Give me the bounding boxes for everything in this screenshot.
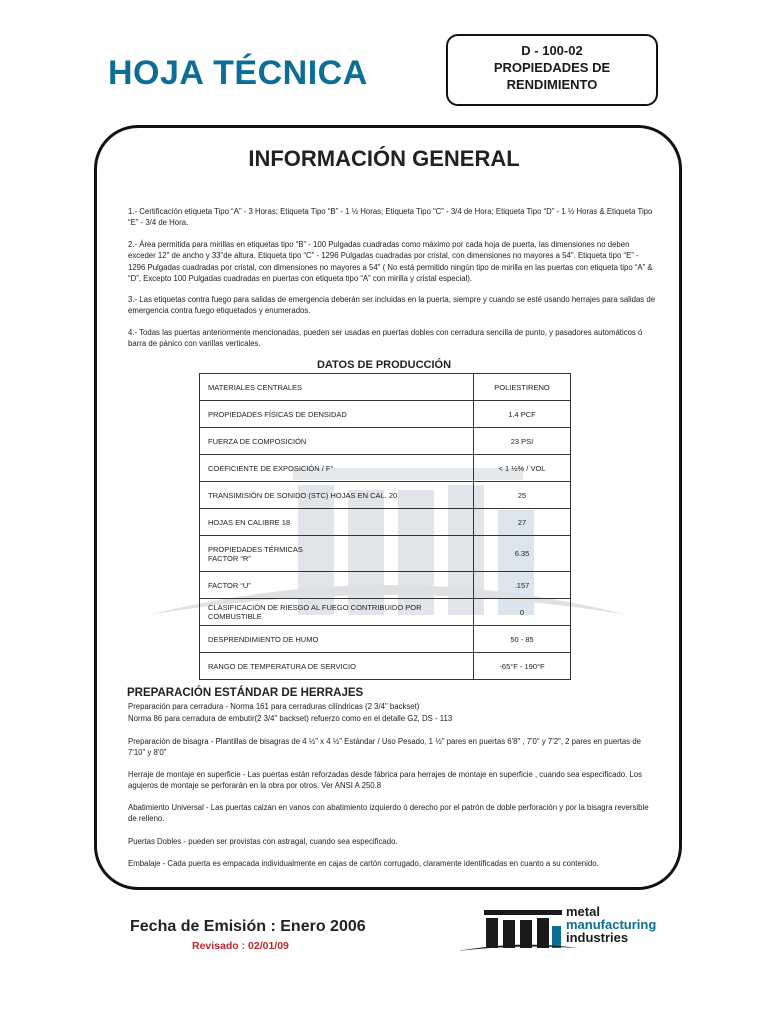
hardware-packing: Embalaje - Cada puerta es empacada individualmente en cajas de cartón corrugado, claramente identificadas en cuanto a su contenido. [128, 859, 599, 868]
row-label-line2: FACTOR “R” [208, 553, 251, 563]
hardware-lock-line1: Preparación para cerradura - Norma 161 para cerraduras cilíndricas (2 3/4" backset) [128, 702, 420, 711]
logo-line2: manufacturing [566, 917, 657, 932]
paragraph-3: 3.- Las etiquetas contra fuego para salidas de emergencia deberán ser incluidas en la puerta, siempre y cuando se esté usando herrajes para salidas de emergencia contra fuego etiquetados y enumerados. [128, 295, 656, 316]
row-value: 6.35 [474, 536, 571, 572]
hardware-title: PREPARACIÓN ESTÁNDAR DE HERRAJES [127, 687, 364, 699]
revised-date: Revisado : 02/01/09 [192, 940, 289, 952]
paragraph-1: 1.- Certificación etiqueta Tipo “A” - 3 Horas; Etiqueta Tipo “B” - 1 ½ Horas; Etiqueta Tipo “C” - 3/4 de Hora; Etiqueta Tipo “D” - 1 ½ Horas & Etiqueta Tipo “E” - 3/4 de Hora. [128, 207, 653, 228]
row-value: 1.4 PCF [474, 401, 571, 428]
row-label: TRANSIMISIÓN DE SONIDO (STC) HOJAS EN CAL. 20 [200, 482, 474, 509]
row-value: .157 [474, 572, 571, 599]
row-label: RANGO DE TEMPERATURA DE SERVICIO [200, 653, 474, 680]
row-value: 25 [474, 482, 571, 509]
table-row [200, 509, 571, 536]
document-subtitle-line1: PROPIEDADES DE [493, 60, 611, 75]
hardware-double: Puertas Dobles - pueden ser provistas con astragal, cuando sea especificado. [128, 837, 398, 846]
table-row [200, 653, 571, 680]
paragraph-4: 4.- Todas las puertas anteriormente mencionadas, pueden ser usadas en puertas dobles con cerradura sencilla de punto, y pasadores automáticos ó barra de pánico con varillas verticales. [128, 328, 643, 349]
row-label: CLASIFICACIÓN DE RIESGO AL FUEGO CONTRIBUIDO POR COMBUSTIBLE [200, 599, 474, 626]
row-value: 27 [474, 509, 571, 536]
table-row [200, 572, 571, 599]
section-title: INFORMACIÓN GENERAL [248, 146, 520, 171]
hardware-swing: Abatimiento Universal - Las puertas calzan en vanos con abatimiento izquierdo ó derecho por el patrón de doble perforación y por la bisagra reversible de relleno. [128, 803, 649, 824]
row-label: FACTOR “U” [200, 572, 474, 599]
document-subtitle-line2: RENDIMIENTO [506, 77, 598, 92]
row-label-line1: PROPIEDADES TÉRMICAS [208, 544, 303, 554]
row-value: 50 - 85 [474, 626, 571, 653]
hardware-lock-line2: Norma 86 para cerradura de embutir(2 3/4" backset) refuerzo como en el detalle G2, DS - 113 [128, 714, 453, 723]
table-row [200, 482, 571, 509]
production-table [199, 373, 571, 680]
row-label [200, 536, 474, 572]
row-value: 0 [474, 599, 571, 626]
row-label: MATERIALES CENTRALES [200, 374, 474, 401]
table-row [200, 455, 571, 482]
table-row [200, 428, 571, 455]
row-value: -65°F - 190°F [474, 653, 571, 680]
row-label: HOJAS EN CALIBRE 18 [200, 509, 474, 536]
logo-line3: industries [566, 930, 629, 945]
document-code-box [446, 34, 658, 106]
issue-date: Fecha de Emisión : Enero 2006 [130, 918, 366, 935]
hardware-hinge: Preparación de bisagra - Plantillas de bisagras de 4 ½" x 4 ½" Estándar / Uso Pesado, 1 ½" pares en puertas 6'8" , 7'0" y 7'2", 2 pares en puertas de 7'10" y 8'0" [128, 737, 642, 758]
production-title: DATOS DE PRODUCCIÓN [316, 359, 452, 371]
row-label: PROPIEDADES FÍSICAS DE DENSIDAD [200, 401, 474, 428]
hardware-surface: Herraje de montaje en superficie - Las puertas están reforzadas desde fábrica para herrajes de montaje en superficie , cuando sea especificado. Los agujeros de montaje se perforarán en la obra por otros. Ver ANSI A 250.8 [128, 770, 643, 791]
row-value: 23 PSI [474, 428, 571, 455]
row-label: DESPRENDIMIENTO DE HUMO [200, 626, 474, 653]
paragraph-2: 2.- Área permitida para mirillas en etiquetas tipo “B” - 100 Pulgadas cuadradas como máximo por cada hoja de puerta, las dimensiones no deben exceder 12" de ancho y 33"de altura. Etiqueta tipo “C” - 1296 Pulgadas cuadradas por cristal, con dimensiones no mayores a 54". Etiqueta tipo “E” - 1296 Pulgadas cuadradas por cristal, con dimensiones no mayores a 54" ( No está permitido ningún tipo de mirilla en las puertas con etiqueta tipo “A” & “D”, Excepto 100 Pulgadas cuadradas en puertas con etiqueta tipo “A” con mirilla y cristal especial). [128, 240, 653, 283]
row-value: < 1 ½% / VOL [474, 455, 571, 482]
row-label: COEFICIENTE DE EXPOSICIÓN / F° [200, 455, 474, 482]
table-row [200, 626, 571, 653]
table-row [200, 374, 571, 401]
row-label: FUERZA DE COMPOSICIÓN [200, 428, 474, 455]
table-row [200, 401, 571, 428]
table-row [200, 536, 571, 572]
document-code: D - 100-02 [521, 43, 583, 58]
logo-line1: metal [566, 904, 600, 919]
page-title: HOJA TÉCNICA [108, 54, 368, 92]
table-row [200, 599, 571, 626]
company-logo-text [566, 905, 656, 944]
row-value: POLIESTIRENO [474, 374, 571, 401]
